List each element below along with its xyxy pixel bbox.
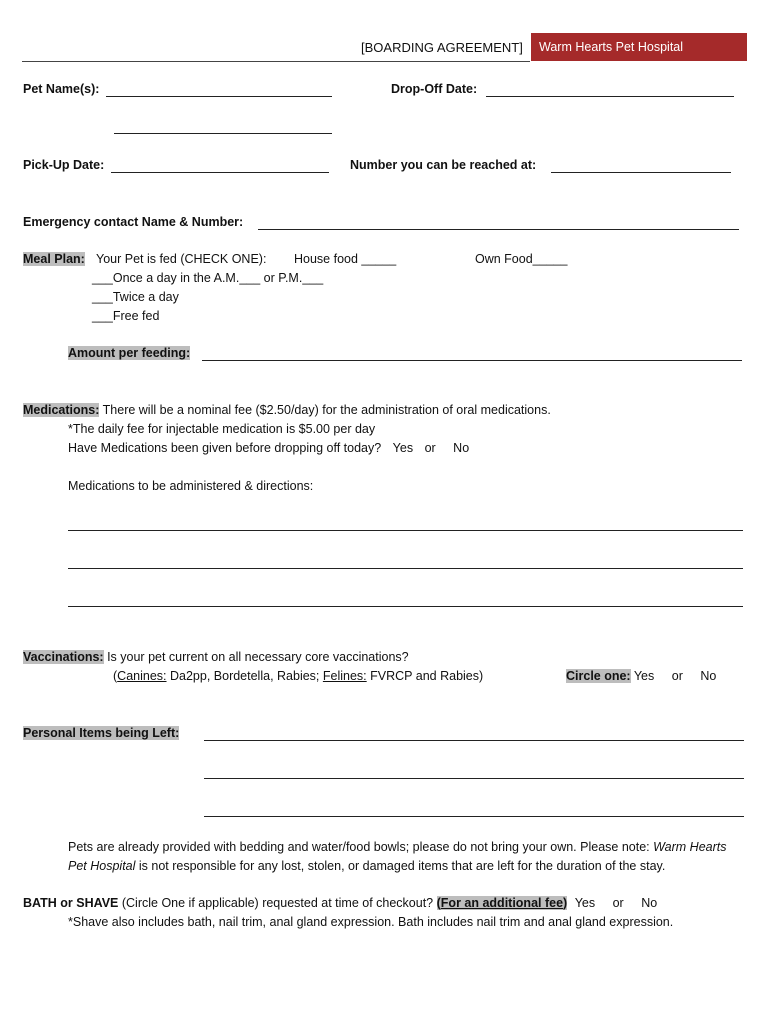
meds-yes-option[interactable]: Yes <box>392 441 414 455</box>
twice-a-day-option[interactable]: ___Twice a day <box>92 290 179 304</box>
meal-plan-label: Meal Plan: <box>23 252 85 266</box>
vaccinations-label: Vaccinations: <box>23 650 104 664</box>
drop-off-field[interactable] <box>486 96 734 97</box>
bath-shave-label: BATH or SHAVE <box>23 896 119 910</box>
medications-given-question: Have Medications been given before dropping off today? Yes or No <box>68 441 470 455</box>
medications-directions-label: Medications to be administered & directions: <box>68 479 314 493</box>
medications-directions-field-1[interactable] <box>68 530 743 531</box>
amount-per-feeding-label: Amount per feeding: <box>68 346 191 360</box>
hospital-name: Warm Hearts Pet Hospital <box>68 840 727 873</box>
personal-items-field-3[interactable] <box>204 816 744 817</box>
house-food-option[interactable]: House food _____ <box>294 252 397 266</box>
canines-label: Canines: <box>117 669 167 683</box>
reach-number-field[interactable] <box>551 172 731 173</box>
vaccinations-line <box>23 650 409 664</box>
vacc-no-option[interactable]: No <box>700 669 717 683</box>
reach-number-label: Number you can be reached at: <box>350 158 537 172</box>
bath-no-option[interactable]: No <box>641 896 658 910</box>
circle-one-label: Circle one: <box>566 669 631 683</box>
pick-up-field[interactable] <box>111 172 329 173</box>
document-title: [BOARDING AGREEMENT] <box>361 40 523 55</box>
medications-directions-field-2[interactable] <box>68 568 743 569</box>
vaccinations-question: Is your pet current on all necessary core vaccinations? <box>107 650 409 664</box>
emergency-label: Emergency contact Name & Number: <box>23 215 244 229</box>
emergency-field[interactable] <box>258 229 739 230</box>
vaccinations-details: (Canines: Da2pp, Bordetella, Rabies; Felines: FVRCP and Rabies) <box>113 669 484 683</box>
felines-label: Felines: <box>322 669 367 683</box>
own-food-option[interactable]: Own Food_____ <box>475 252 568 266</box>
injectable-fee-text: *The daily fee for injectable medication is $5.00 per day <box>68 422 376 436</box>
medications-line <box>23 403 551 417</box>
pet-names-field-2[interactable] <box>114 133 332 134</box>
medications-directions-field-3[interactable] <box>68 606 743 607</box>
bath-yes-option[interactable]: Yes <box>574 896 596 910</box>
medications-label: Medications: <box>23 403 100 417</box>
brand-banner: Warm Hearts Pet Hospital <box>531 33 747 61</box>
drop-off-label: Drop-Off Date: <box>391 82 478 96</box>
bath-shave-line: BATH or SHAVE (Circle One if applicable) requested at time of checkout? (For an additional fee) Yes or No <box>23 896 658 910</box>
personal-items-field-1[interactable] <box>204 740 744 741</box>
pet-names-label: Pet Name(s): <box>23 82 100 96</box>
medications-fee-text: There will be a nominal fee ($2.50/day) for the administration of oral medications. <box>102 403 551 417</box>
personal-items-label: Personal Items being Left: <box>23 726 180 740</box>
meal-plan-intro: Your Pet is fed (CHECK ONE): <box>96 252 267 266</box>
free-fed-option[interactable]: ___Free fed <box>92 309 160 323</box>
pick-up-label: Pick-Up Date: <box>23 158 105 172</box>
title-text: BOARDING AGREEMENT <box>364 40 520 55</box>
amount-per-feeding-field[interactable] <box>202 360 742 361</box>
personal-items-field-2[interactable] <box>204 778 744 779</box>
additional-fee-label: (For an additional fee) <box>436 896 568 910</box>
personal-items-note: Pets are already provided with bedding and water/food bowls; please do not bring your own. Please note: Warm Hearts Pet Hospital is not responsible for any lost, stolen, or damaged items that are left for the duration of the stay. <box>68 840 727 873</box>
meds-no-option[interactable]: No <box>453 441 470 455</box>
header-divider <box>22 61 530 62</box>
vacc-yes-option[interactable]: Yes <box>633 669 655 683</box>
pet-names-field[interactable] <box>106 96 332 97</box>
once-a-day-option[interactable]: ___Once a day in the A.M.___ or P.M.___ <box>92 271 324 285</box>
vaccinations-circle: Circle one: Yes or No <box>566 669 717 683</box>
bath-shave-note: *Shave also includes bath, nail trim, anal gland expression. Bath includes nail trim and anal gland expression. <box>68 915 674 929</box>
